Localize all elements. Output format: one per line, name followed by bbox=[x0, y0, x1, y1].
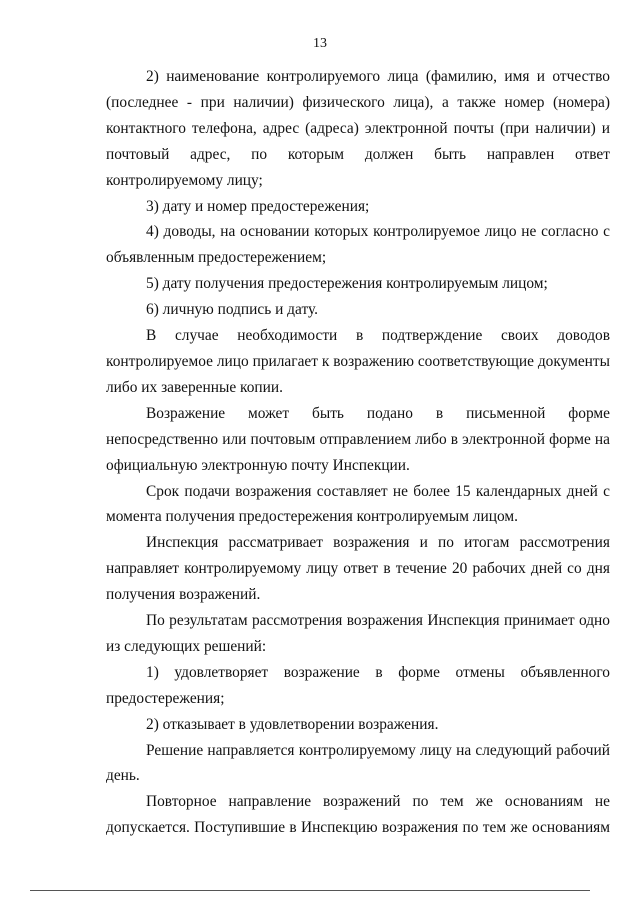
paragraph-item-2-name: 2) наименование контролируемого лица (фамилию, имя и отчество (последнее - при наличии) физического лица), а также номер (номера) контактного телефона, адрес (адреса) электронной почты (при наличии) и почтовый адрес, по которым должен быть направлен ответ контролируемому лицу; bbox=[106, 68, 610, 189]
paragraph-review: Инспекция рассматривает возражения и по итогам рассмотрения направляет контролируемому лицу ответ в течение 20 рабочих дней со дня получения возражений. bbox=[106, 534, 610, 604]
paragraph-submission-form: Возражение может быть подано в письменной форме непосредственно или почтовым отправлением либо в электронной форме на официальную электронную почту Инспекции. bbox=[106, 404, 610, 474]
paragraph-decision-sent: Решение направляется контролируемому лицу на следующий рабочий день. bbox=[106, 741, 610, 785]
paragraph-decisions-intro: По результатам рассмотрения возражения Инспекция принимает одно из следующих решений: bbox=[106, 612, 610, 655]
paragraph-repeat-objections: Повторное направление возражений по тем же основаниям не допускается. Поступившие в Инспекцию возражения по тем же основаниям bbox=[106, 793, 610, 837]
document-body bbox=[106, 64, 610, 841]
paragraph-item-6-signature: 6) личную подпись и дату. bbox=[146, 301, 318, 319]
paragraph-supporting-documents: В случае необходимости в подтверждение своих доводов контролируемое лицо прилагает к возражению соответствующие документы либо их заверенные копии. bbox=[106, 327, 610, 396]
paragraph-decision-2: 2) отказывает в удовлетворении возражения. bbox=[146, 715, 439, 733]
page-bottom-edge bbox=[30, 890, 590, 891]
paragraph-item-5-receipt-date: 5) дату получения предостережения контролируемым лицом; bbox=[146, 275, 548, 293]
paragraph-decision-1: 1) удовлетворяет возражение в форме отмены объявленного предостережения; bbox=[106, 663, 610, 707]
page-number: 13 bbox=[313, 36, 327, 51]
paragraph-item-4-arguments: 4) доводы, на основании которых контролируемое лицо не согласно с объявленным предостережением; bbox=[106, 223, 610, 267]
paragraph-item-3-date: 3) дату и номер предостережения; bbox=[146, 197, 370, 215]
paragraph-deadline: Срок подачи возражения составляет не более 15 календарных дней с момента получения предостережения контролируемым лицом. bbox=[106, 482, 610, 526]
